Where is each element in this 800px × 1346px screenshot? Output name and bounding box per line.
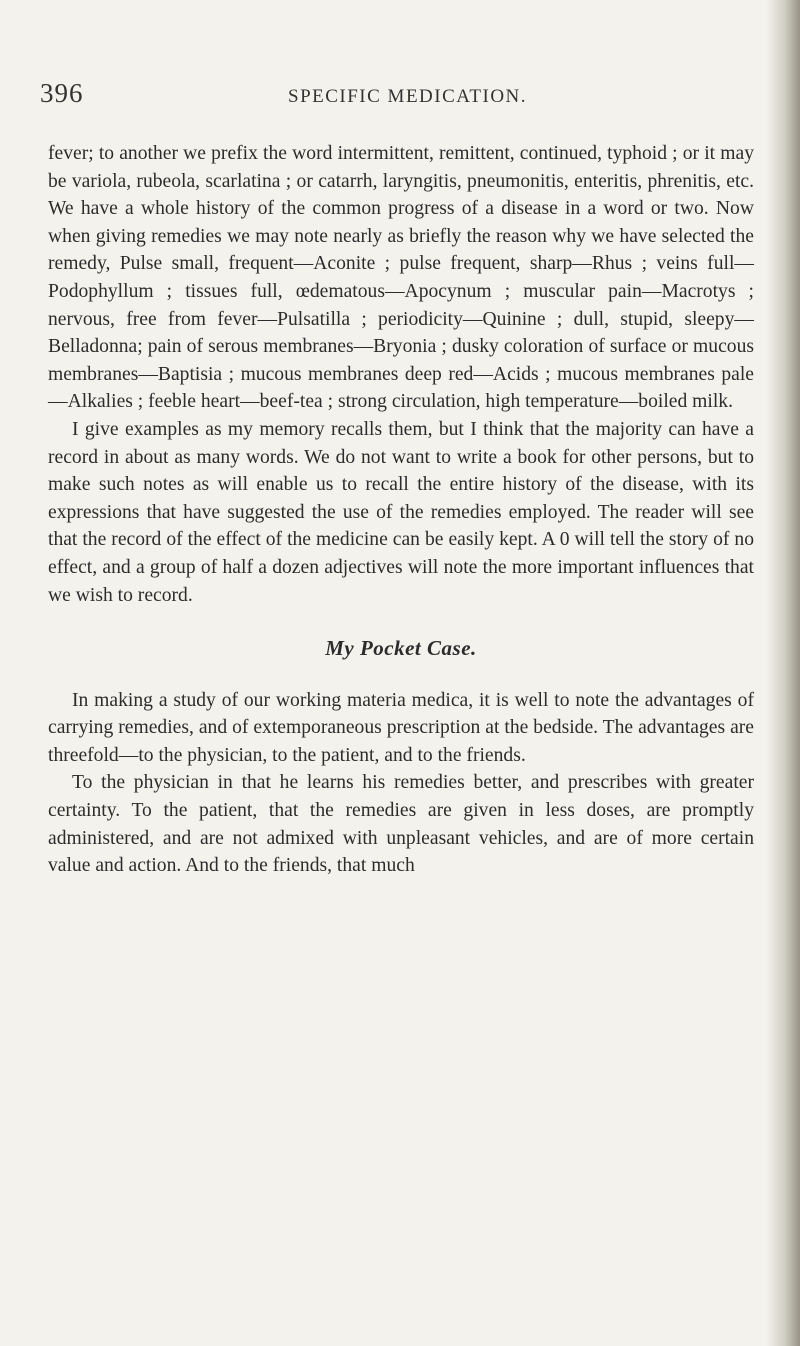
paragraph: I give examples as my memory recalls them, but I think that the majority can have a record in about as many words. We do not want to write a book for other persons, but to make such notes as will enable us to recall the entire history of the disease, with its expressions that have suggested the use of the remedies employed. The reader will see that the record of the effect of the medicine can be easily kept. A 0 will tell the story of no effect, and a group of half a dozen adjectives will note the more important influences that we wish to record. — [48, 418, 754, 606]
body-text — [48, 140, 754, 880]
page-number: 396 — [40, 78, 84, 108]
section-title: My Pocket Case. — [325, 636, 477, 661]
page-header — [40, 78, 760, 118]
running-head: SPECIFIC MEDICATION. — [288, 86, 528, 107]
page-edge-shadow — [766, 0, 800, 1346]
paragraph-continued: fever; to another we prefix the word intermittent, remittent, continued, typhoid ; or it may be variola, rubeola, scarlatina ; or catarrh, laryngitis, pneumonitis, enteritis, phrenitis, etc. We have a whole history of the common progress of a disease in a word or two. Now when giving remedies we may note nearly as briefly the reason why we have selected the remedy, Pulse small, frequent—Aconite ; pulse frequent, sharp—Rhus ; veins full—Podophyllum ; tissues full, œdematous—Apocynum ; muscular pain—Macrotys ; nervous, free from fever—Pulsatilla ; periodicity—Quinine ; dull, stupid, sleepy—Belladonna; pain of serous membranes—Bryonia ; dusky coloration of surface or mucous membranes—Baptisia ; mucous membranes deep red—Acids ; mucous membranes pale—Alkalies ; feeble heart—beef-tea ; strong circulation, high temperature—boiled milk. — [48, 143, 754, 413]
paragraph: In making a study of our working materia medica, it is well to note the advantages of carrying remedies, and of extemporaneous prescription at the bedside. The advantages are threefold—to the physician, to the patient, and to the friends. — [48, 689, 754, 766]
paragraph: To the physician in that he learns his remedies better, and prescribes with greater certainty. To the patient, that the remedies are given in less doses, are promptly administered, and are not admixed with unpleasant vehicles, and are of more certain value and action. And to the friends, that much — [48, 772, 754, 877]
